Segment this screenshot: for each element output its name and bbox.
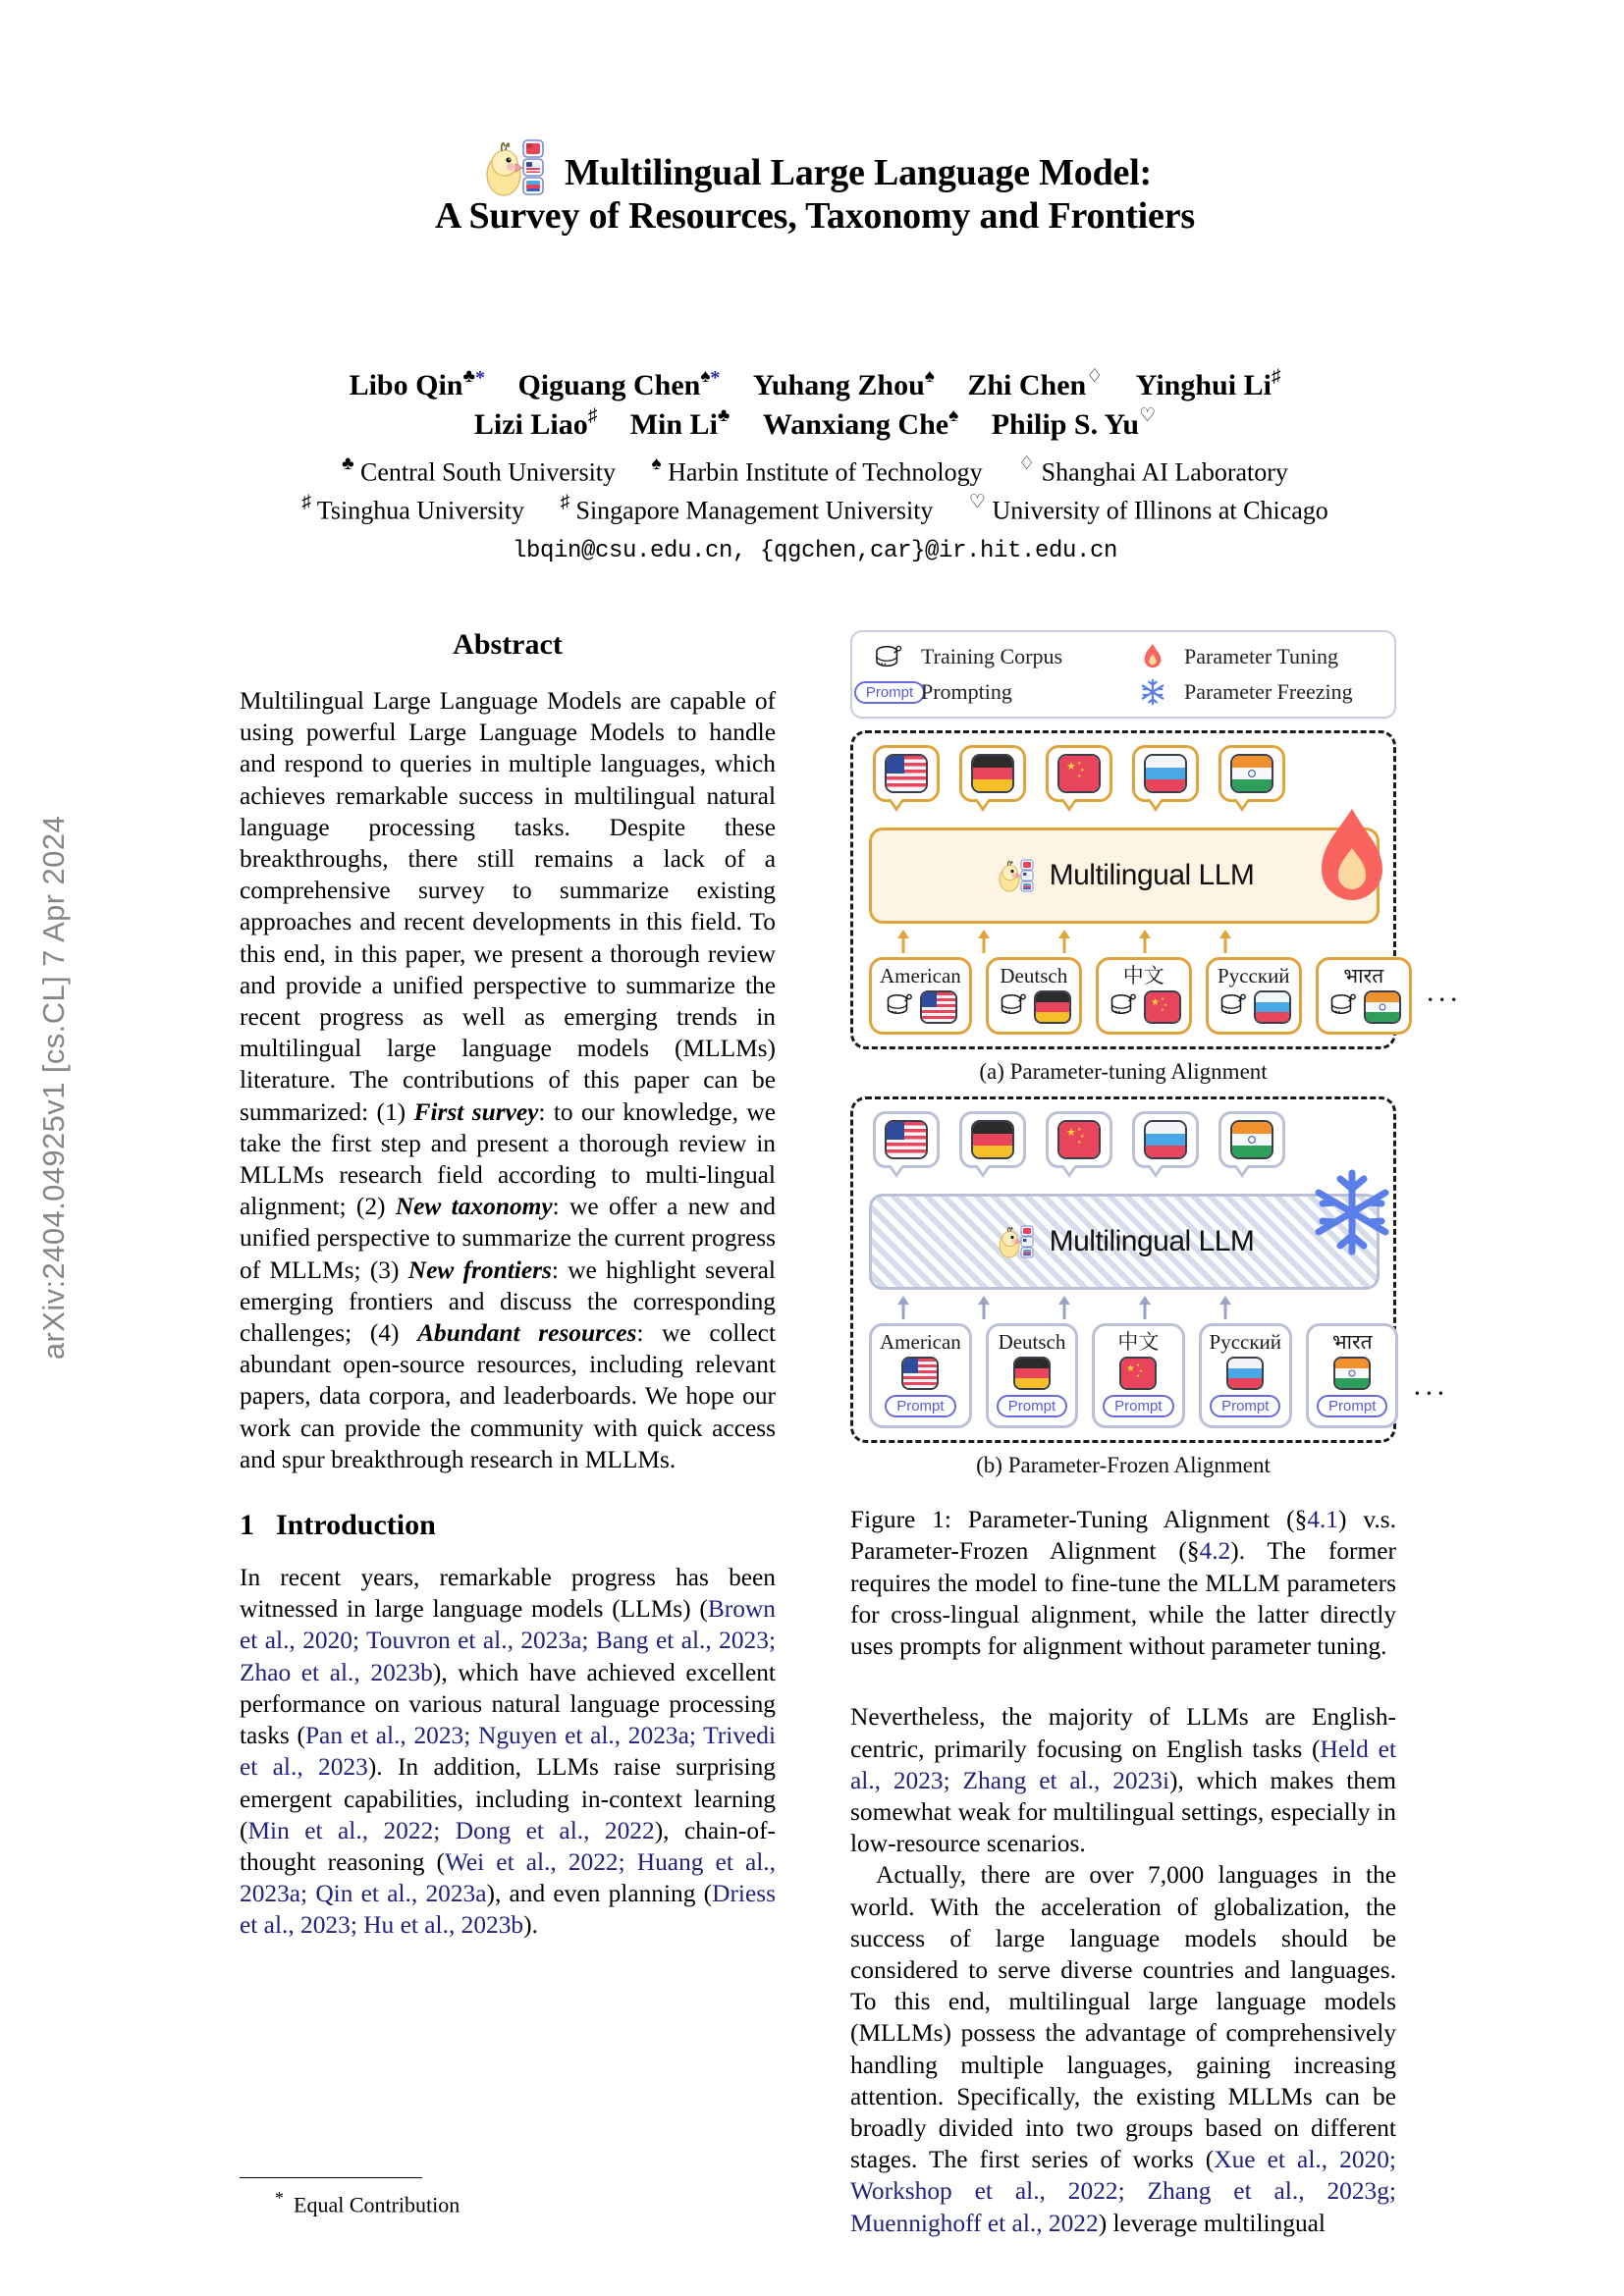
parrot-flags-logo-icon [995,1224,1040,1259]
section-ref-link[interactable]: 4.1 [1307,1506,1339,1534]
citation-link[interactable]: Wei et al., 2022; Huang et al., 2023a; Qin et al., 2023a [240,1847,776,1908]
lang-label: 中文 [1122,964,1164,988]
citation-link[interactable]: Xue et al., 2020; Workshop et al., 2022; Zhang et al., 2023g; Muennighoff et al., 2022 [850,2146,1396,2237]
us-flag-icon [885,1120,928,1159]
svg-text:★: ★ [1080,1135,1085,1141]
abstract-contrib-3: New frontiers [407,1255,552,1284]
panel-a-flag-bubbles [869,745,1380,802]
lang-card-content [997,1357,1067,1417]
svg-text:★: ★ [1066,1127,1076,1140]
panel-b-arrows [869,1296,1380,1321]
author-yuhang-zhou: Yuhang Zhou♠ [752,366,935,401]
figure-panel-b [850,1096,1448,1443]
svg-text:★: ★ [1160,1007,1164,1013]
panel-b-ellipsis: ··· [1412,1377,1448,1411]
database-icon [1217,991,1250,1024]
lang-label: भारत [1343,964,1384,988]
database-icon [997,991,1030,1024]
author-min-li: Min Li♣ [629,404,731,441]
speech-bubble-de [959,1111,1026,1168]
figure-caption: Figure 1: Parameter-Tuning Alignment (§4.1) v.s. Parameter-Frozen Alignment (§4.2). The former requires the model to fine-tune the MLLM parameters for cross-lingual alignment, while the latter directly uses prompts for alignment without parameter tuning. [850,1506,1396,1661]
lang-card-india [1306,1323,1398,1428]
affiliation-central-south-university: ♣ Central South University [342,454,617,487]
section-number: 1 [240,1509,254,1542]
citation-link[interactable]: Pan et al., 2023; Nguyen et al., 2023a; Trivedi et al., 2023 [240,1722,776,1782]
lang-label: Русский [1218,964,1290,988]
affiliation-harbin-institute-of-technology: ♠ Harbin Institute of Technology [651,454,983,487]
lang-label: Русский [1209,1330,1282,1355]
arrow-up-icon [873,930,934,955]
lang-card-american [869,957,972,1035]
arrow-up-icon [1195,930,1256,955]
lang-label: American [880,1330,961,1355]
prompt-pill-icon [865,677,914,707]
prompt-pill-button[interactable]: Prompt [1103,1395,1173,1417]
figure-panel-a [850,730,1461,1049]
footnote-star-mark: * [275,2188,284,2208]
svg-text:★: ★ [1077,1128,1082,1134]
arrow-up-icon [953,1296,1014,1321]
prompt-pill-text: Prompt [854,681,925,704]
speech-bubble-ru [1132,745,1199,802]
de-flag-icon [971,1120,1014,1159]
svg-text:★: ★ [1126,1363,1136,1375]
panel-b-flag-bubbles [869,1111,1380,1168]
svg-text:★: ★ [1077,762,1082,767]
lang-card-deutsch [986,957,1082,1035]
citation-link[interactable]: Min et al., 2022; Dong et al., 2022 [247,1816,655,1844]
panel-a-language-cards [869,957,1461,1035]
parrot-flags-logo-icon [478,137,561,198]
fire-icon [1314,805,1390,911]
lang-card-russian [1199,1323,1293,1428]
us-flag-icon [885,754,928,793]
right-column-paragraph-2: Actually, there are over 7,000 languages in the world. With the acceleration of globalization, the success of large language models should be considered to serve diverse countries and languages. To this end, multilingual large language models (MLLMs) possess the advantage of comprehensively handling multiple languages, gaining increasing attention. Specifically, the existing MLLMs can be broadly divided into two groups based on different stages. The first series of works (Xue et al., 2020; Workshop et al., 2022; Zhang et al., 2023g; Muennighoff et al., 2022) leverage multilingual [850,1861,1396,2237]
svg-text:★: ★ [1136,1362,1141,1368]
speech-bubble-us [873,1111,940,1168]
svg-text:★: ★ [1077,1141,1082,1147]
paper-title-line-2: A Survey of Resources, Taxonomy and Frontiers [435,195,1195,237]
lang-label: Deutsch [1000,964,1068,988]
author-qiguang-chen: Qiguang Chen♠* [517,366,721,401]
legend-label: Training Corpus [921,644,1063,668]
lang-card-deutsch [986,1323,1078,1428]
affil-mark: ♡ [968,491,986,512]
citation-link[interactable]: Held et al., 2023; Zhang et al., 2023i [850,1735,1397,1794]
lang-card-content [1210,1357,1282,1417]
author-affil-mark: ♣ [462,366,475,387]
speech-bubble-in [1218,745,1285,802]
contact-email-line: lbqin@csu.edu.cn, {qgchen,car}@ir.hit.edu.cn [512,538,1118,564]
affiliation-singapore-management-university: ♯ Singapore Management University [560,491,934,525]
prompt-pill-button[interactable]: Prompt [1210,1395,1280,1417]
affiliation-row-2 [108,492,1522,530]
author-philip-s-yu: Philip S. Yu♡ [991,404,1157,441]
snowflake-icon [1133,677,1172,707]
intro-paragraph-1: In recent years, remarkable progress has been witnessed in large language models (LLMs) (Brown et al., 2020; Touvron et al., 2023a; Bang et al., 2023; Zhao et al., 2023b), which have achieved excellent performance on various natural language processing tasks (Pan et al., 2023; Nguyen et al., 2023a; Trivedi et al., 2023). In addition, LLMs raise surprising emergent capabilities, including in-context learning (Min et al., 2022; Dong et al., 2022), chain-of-thought reasoning (Wei et al., 2022; Huang et al., 2023a; Qin et al., 2023a), and even planning (Driess et al., 2023; Hu et al., 2023b). [240,1564,776,1940]
affil-mark: ♯ [301,491,311,512]
lang-card-content [1103,1357,1173,1417]
svg-text:★: ★ [1080,769,1085,774]
panel-b-subcaption: (b) Parameter-Frozen Alignment [976,1453,1271,1478]
panel-a-arrows [869,930,1380,955]
lang-card-american [869,1323,972,1428]
lang-card-content [997,990,1071,1024]
svg-text:★: ★ [1066,761,1076,773]
prompt-pill-button[interactable]: Prompt [1317,1395,1387,1417]
author-affil-mark: ♠ [924,366,935,387]
arxiv-identifier-stamp: arXiv:2404.04925v1 [cs.CL] 7 Apr 2024 [36,815,71,1361]
section-heading-introduction [240,1509,776,1542]
lang-label: American [880,964,961,988]
arrow-up-icon [1114,1296,1175,1321]
lang-card-content [1107,990,1181,1024]
author-affil-mark: ♠ [700,366,711,387]
section-title: Introduction [276,1509,436,1542]
paper-title-line-1 [167,137,1463,194]
arrow-up-icon [873,1296,934,1321]
de-flag-icon [1034,990,1071,1024]
lang-card-russian [1206,957,1302,1035]
legend-column-left [865,642,1133,707]
arrow-up-icon [1034,1296,1095,1321]
author-affil-mark: ♡ [1139,404,1157,426]
affiliation-list [108,454,1522,529]
author-affil-mark: ♢ [1086,366,1104,387]
affiliation-shanghai-ai-laboratory: ♢ Shanghai AI Laboratory [1018,454,1288,487]
abstract-contrib-4: Abundant resources [417,1319,637,1348]
cn-flag-icon [1057,754,1101,793]
affiliation-tsinghua-university: ♯ Tsinghua University [301,491,524,525]
footnote-text: * Equal Contribution [275,2188,460,2217]
legend-label: Parameter Freezing [1184,679,1353,704]
abstract-paragraph: Multilingual Large Language Models are capable of using powerful Large Language Models to handle and respond to queries in multiple languages, which achieves remarkable success in multilingual natural language processing tasks. Despite these breakthroughs, there still remains a lack of a comprehensive survey to summarize existing approaches and recent developments in this field. To this end, in this paper, we present a thorough review and provide a unified perspective to summarize the recent progress as well as emerging trends in multilingual large language models (MLLMs) literature. The contributions of this paper can be summarized: (1) First survey: to our knowledge, we take the first step and present a thorough review in MLLMs research field according to multi-lingual alignment; (2) New taxonomy: we offer a new and unified perspective to summarize the current progress of MLLMs; (3) New frontiers: we highlight several emerging frontiers and discuss the corresponding challenges; (4) Abundant resources: we collect abundant open-source resources, including relevant papers, data corpora, and leaderboards. We hope our work can provide the community with quick access and spur breakthrough research in MLLMs. [240,687,777,1473]
parrot-flags-logo-icon [995,858,1040,893]
fire-icon [1133,642,1172,671]
panel-b-model-bar [869,1194,1380,1290]
citation-link[interactable]: Driess et al., 2023; Hu et al., 2023b [240,1880,776,1940]
ru-flag-icon [1254,990,1291,1024]
speech-bubble-de [959,745,1026,802]
arrow-up-icon [1114,930,1175,955]
author-row-1 [118,365,1512,405]
us-flag-icon [920,990,957,1024]
author-affil-mark: ♯ [1271,366,1281,387]
speech-bubble-in [1218,1111,1285,1168]
author-affil-mark: ♠ [948,404,959,426]
author-row-2 [118,405,1512,445]
legend-column-right [1133,642,1353,707]
arrow-up-icon [953,930,1014,955]
author-lizi-liao: Lizi Liao♯ [473,404,598,441]
lang-card-india [1316,957,1412,1035]
svg-text:★: ★ [1160,996,1164,1002]
author-wanxiang-che: Wanxiang Che♠ [762,404,959,441]
author-yinghui-li: Yinghui Li♯ [1135,366,1281,401]
svg-text:★: ★ [1163,1002,1167,1008]
paper-title-text-1: Multilingual Large Language Model: [564,151,1153,193]
in-flag-icon [1333,1357,1371,1390]
speech-bubble-us [873,745,940,802]
author-affil-mark: ♣ [717,404,731,426]
lang-card-content [1326,990,1401,1024]
affil-mark: ♢ [1018,454,1036,474]
legend-item-parameter-freezing [1133,677,1353,707]
lang-card-chinese [1092,1323,1184,1428]
equal-contrib-mark: * [710,367,721,389]
lang-card-content [1217,990,1291,1024]
ru-flag-icon [1144,754,1187,793]
panel-a-subcaption: (a) Parameter-tuning Alignment [979,1059,1268,1085]
arrow-up-icon [1034,930,1095,955]
panel-b-model-label: Multilingual LLM [1049,1225,1255,1258]
footnote-rule [240,2177,422,2178]
speech-bubble-cn [1046,1111,1112,1168]
arrow-up-icon [1195,1296,1256,1321]
title-block [167,137,1463,238]
legend-item-training-corpus [870,642,1133,671]
lang-label: 中文 [1117,1330,1160,1355]
ru-flag-icon [1226,1357,1264,1390]
database-icon [870,642,909,671]
right-column-paragraph-1: Nevertheless, the majority of LLMs are English-centric, primarily focusing on English tasks (Held et al., 2023; Zhang et al., 2023i), which makes them somewhat weak for multilingual settings, especially in low-resource scenarios. [850,1703,1397,1858]
cn-flag-icon [1057,1120,1101,1159]
lang-label: Deutsch [998,1330,1066,1355]
figure-1 [850,630,1461,2239]
snowflake-icon [1310,1167,1394,1257]
svg-text:★: ★ [1077,774,1082,779]
svg-text:★: ★ [1150,997,1160,1009]
prompt-pill-button[interactable]: Prompt [997,1395,1067,1417]
affil-mark: ♣ [342,454,354,474]
lang-card-content [880,990,961,1024]
author-zhi-chen: Zhi Chen♢ [967,366,1104,401]
affil-mark: ♯ [560,491,569,512]
equal-contrib-mark: * [474,367,485,389]
panel-b-language-cards [869,1323,1448,1428]
left-column [240,628,776,1942]
svg-text:★: ★ [1139,1368,1144,1374]
panel-a-model-label: Multilingual LLM [1049,859,1255,891]
legend-label: Prompting [921,679,1012,704]
svg-text:★: ★ [1136,1373,1141,1379]
affil-mark: ♠ [651,454,662,474]
panel-a-model-bar [869,828,1380,924]
lang-card-content [1317,1357,1387,1417]
abstract-heading: Abstract [453,628,563,661]
us-flag-icon [901,1357,939,1390]
de-flag-icon [1013,1357,1051,1390]
abstract-contrib-1: First survey [413,1097,539,1126]
cn-flag-icon [1144,990,1181,1024]
speech-bubble-ru [1132,1111,1199,1168]
in-flag-icon [1230,1120,1273,1159]
prompt-pill-button[interactable]: Prompt [885,1395,955,1417]
legend-item-parameter-tuning [1133,642,1353,671]
speech-bubble-cn [1046,745,1112,802]
affiliation-university-of-illinons-at-chicago: ♡ University of Illinons at Chicago [968,491,1328,525]
lang-card-chinese [1096,957,1192,1035]
author-list [118,365,1512,445]
legend-label: Parameter Tuning [1184,644,1339,668]
citation-link[interactable]: Brown et al., 2020; Touvron et al., 2023a; Bang et al., 2023; Zhao et al., 2023b [240,1595,776,1686]
section-ref-link[interactable]: 4.2 [1199,1537,1231,1566]
panel-a-ellipsis: ··· [1425,984,1461,1017]
legend-item-prompting [865,677,1133,707]
affiliation-row-1 [108,454,1522,492]
database-icon [1107,991,1140,1024]
lang-label: भारत [1331,1330,1373,1355]
lang-card-content [880,1357,961,1417]
database-icon [1326,991,1360,1024]
in-flag-icon [1364,990,1401,1024]
abstract-contrib-2: New taxonomy [395,1193,553,1221]
footnote-block [240,2177,662,2217]
figure-legend [850,630,1396,719]
de-flag-icon [971,754,1014,793]
author-affil-mark: ♯ [587,404,598,426]
in-flag-icon [1230,754,1273,793]
cn-flag-icon [1119,1357,1157,1390]
ru-flag-icon [1144,1120,1187,1159]
database-icon [883,991,916,1024]
author-libo-qin: Libo Qin♣* [349,366,485,401]
